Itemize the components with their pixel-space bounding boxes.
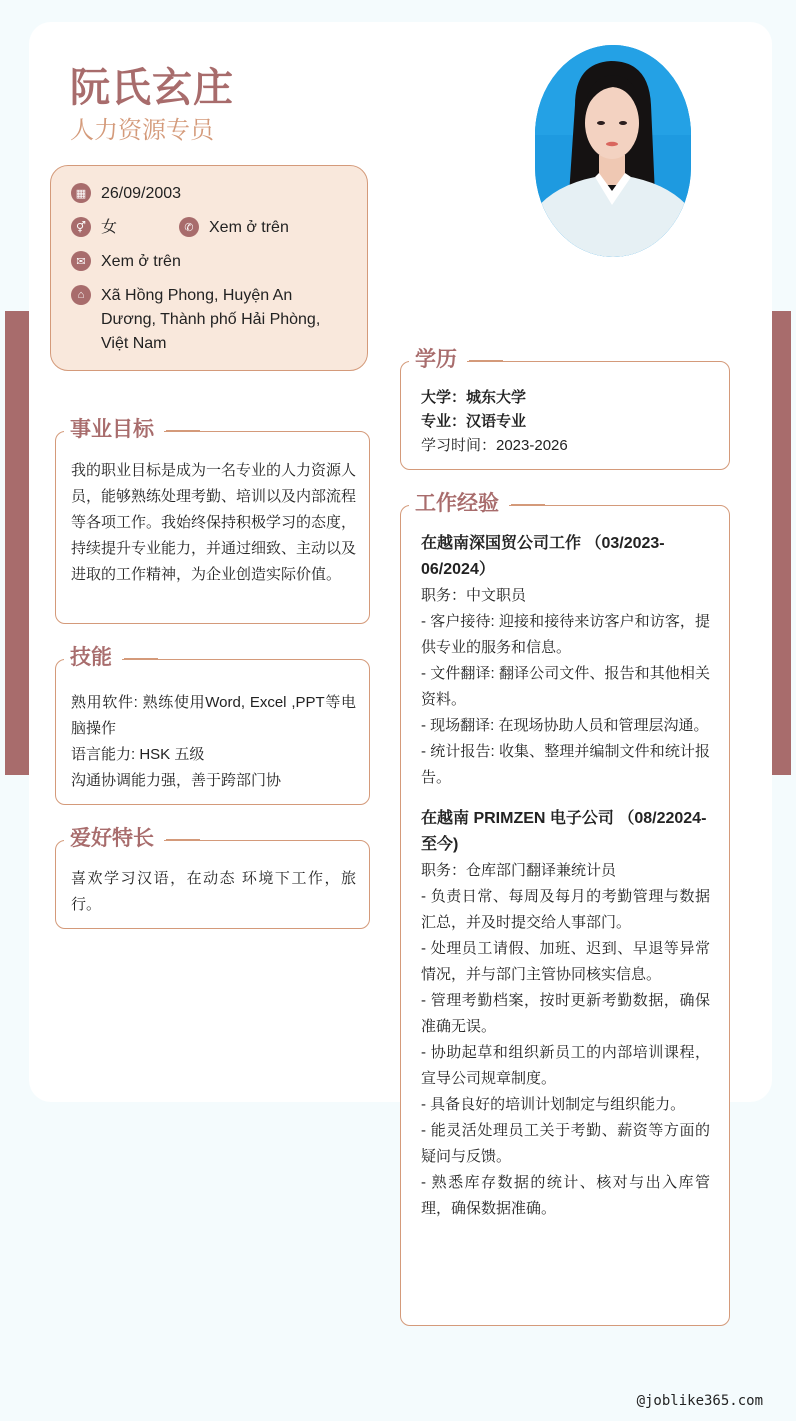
phone-value: Xem ở trên xyxy=(209,219,289,236)
job-heading: 在越南 PRIMZEN 电子公司 （08/22024-至今) xyxy=(421,810,707,853)
candidate-name: 阮氏玄庄 xyxy=(70,64,234,111)
personal-info-box xyxy=(50,165,368,371)
experience-section xyxy=(400,505,730,1326)
job-duty: - 统计报告: 收集、整理并编制文件和统计报告。 xyxy=(421,743,710,786)
job-entry xyxy=(421,531,710,791)
education-title: 学历 xyxy=(409,347,467,373)
job-duty: - 管理考勤档案，按时更新考勤数据，确保准确无误。 xyxy=(421,992,710,1035)
hobbies-section xyxy=(55,840,370,929)
job-duty: - 能灵活处理员工关于考勤、薪资等方面的疑问与反馈。 xyxy=(421,1122,710,1165)
birthday-row xyxy=(71,182,181,206)
job-entry xyxy=(421,806,710,1222)
address-row xyxy=(71,284,351,356)
skills-list xyxy=(71,690,356,794)
job-duty: - 熟悉库存数据的统计、核对与出入库管理，确保数据准确。 xyxy=(421,1174,710,1217)
left-accent-bar xyxy=(5,311,29,775)
phone-icon: ✆ xyxy=(179,217,199,237)
job-role: 职务：仓库部门翻译兼统计员 xyxy=(421,862,617,879)
hobbies-title: 爱好特长 xyxy=(64,826,164,852)
job-duty: - 处理员工请假、加班、迟到、早退等异常情况，并与部门主管协同核实信息。 xyxy=(421,940,710,983)
email-row xyxy=(71,250,181,274)
objective-title: 事业目标 xyxy=(64,417,164,443)
section-title-line xyxy=(124,658,158,659)
job-duty: - 客户接待: 迎接和接待来访客户和访客，提供专业的服务和信息。 xyxy=(421,613,710,656)
job-duty: - 具备良好的培训计划制定与组织能力。 xyxy=(421,1096,686,1113)
site-watermark: @joblike365.com xyxy=(636,1393,763,1409)
skills-section xyxy=(55,659,370,805)
section-title-line xyxy=(166,430,200,431)
experience-title: 工作经验 xyxy=(409,491,509,517)
profile-photo-illustration xyxy=(535,45,691,257)
job-heading: 在越南深国贸公司工作 （03/2023-06/2024） xyxy=(421,535,665,578)
gender-icon: ⚥ xyxy=(71,217,91,237)
education-section xyxy=(400,361,730,470)
education-school: 大学：城东大学 xyxy=(421,389,527,406)
objective-text: 我的职业目标是成为一名专业的人力资源人员，能够熟练处理考勤、培训以及内部流程等各项工作。我始终保持积极学习的态度，持续提升专业能力，并通过细致、主动以及进取的工作精神，为企业创造实际价值。 xyxy=(71,462,357,583)
section-title-line xyxy=(469,360,503,361)
skills-title: 技能 xyxy=(64,645,122,671)
experience-list xyxy=(421,531,710,1222)
birthday-value: 26/09/2003 xyxy=(101,185,182,202)
address-value: Xã Hồng Phong, Huyện An Dương, Thành phố Hải Phòng, Việt Nam xyxy=(101,287,321,352)
job-duty: - 现场翻译: 在现场协助人员和管理层沟通。 xyxy=(421,717,709,734)
job-role: 职务：中文职员 xyxy=(421,587,527,604)
education-period: 学习时间：2023-2026 xyxy=(421,437,568,454)
mail-icon: ✉ xyxy=(71,251,91,271)
calendar-icon: ▦ xyxy=(71,183,91,203)
profile-photo xyxy=(535,45,691,257)
gender-row xyxy=(71,216,117,240)
objective-section xyxy=(55,431,370,624)
hobbies-text: 喜欢学习汉语，在动态 环境下工作，旅行。 xyxy=(71,870,356,913)
job-duty: - 文件翻译: 翻译公司文件、报告和其他相关资料。 xyxy=(421,665,710,708)
section-title-line xyxy=(511,504,545,505)
skill-item: 沟通协调能力强，善于跨部门协 xyxy=(71,772,282,789)
section-title-line xyxy=(166,839,200,840)
home-icon: ⌂ xyxy=(71,285,91,305)
job-duty: - 负责日常、每周及每月的考勤管理与数据汇总，并及时提交给人事部门。 xyxy=(421,888,710,931)
phone-row xyxy=(179,216,289,240)
education-major: 专业：汉语专业 xyxy=(421,413,527,430)
education-details xyxy=(421,386,711,458)
email-value: Xem ở trên xyxy=(101,253,181,270)
job-duty: - 协助起草和组织新员工的内部培训课程，宣导公司规章制度。 xyxy=(421,1044,710,1087)
gender-value: 女 xyxy=(101,219,118,236)
candidate-job-title: 人力资源专员 xyxy=(70,117,214,144)
skill-item: 熟用软件: 熟练使用Word, Excel ,PPT等电脑操作 xyxy=(71,694,356,737)
skill-item: 语言能力: HSK 五级 xyxy=(71,746,205,763)
